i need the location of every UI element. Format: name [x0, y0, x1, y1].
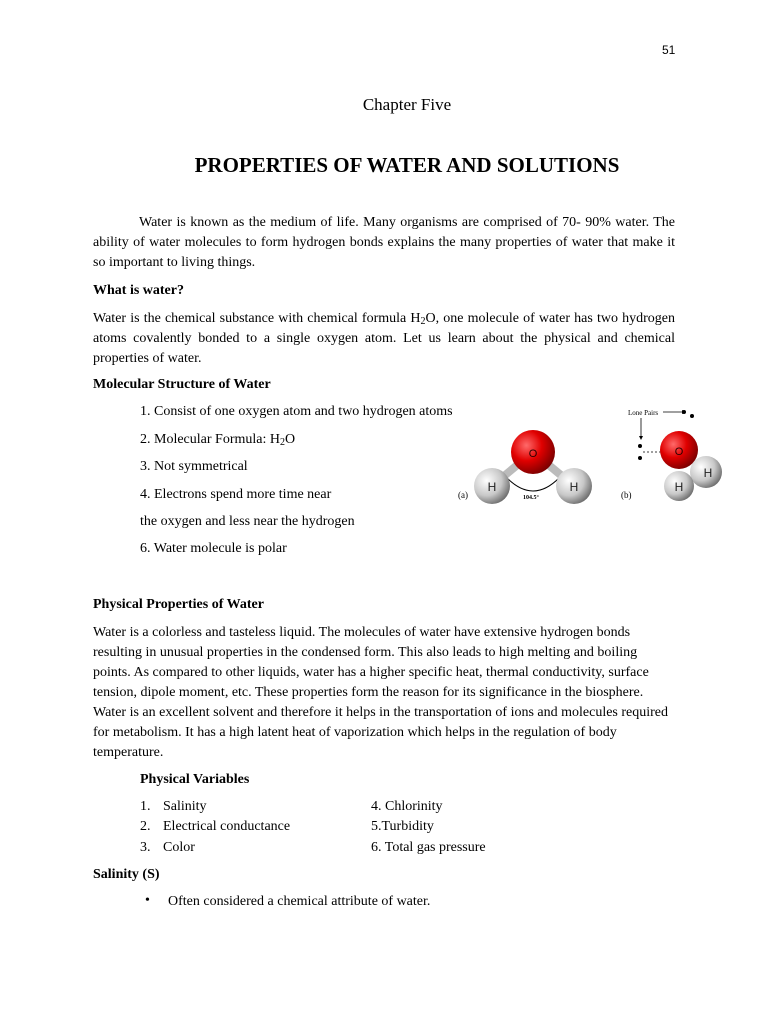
atom-label-h-b-front: H — [674, 480, 684, 494]
lone-pair-dot — [690, 414, 694, 418]
lone-pair-dot — [638, 456, 642, 460]
bullet-icon: • — [145, 893, 150, 908]
variable-num: 1. — [140, 799, 151, 814]
atom-label-o-b: O — [674, 446, 684, 458]
variable-electrical-conductance: Electrical conductance — [163, 819, 291, 834]
page-title: PROPERTIES OF WATER AND SOLUTIONS — [194, 153, 620, 177]
physical-properties-heading: Physical Properties of Water — [93, 597, 264, 612]
variable-total-gas-pressure: 6. Total gas pressure — [371, 840, 486, 855]
variable-turbidity: 5.Turbidity — [371, 819, 434, 834]
figure-label-a: (a) — [458, 490, 468, 500]
molecular-item-1: 1. Consist of one oxygen atom and two hydrogen atoms — [140, 404, 453, 419]
what-is-water-text-2: O, one molecule of water has two hydrogen atoms covalently bonded to a single oxygen atom. Let us learn about the physical and chemical properties of water. — [93, 311, 675, 366]
variable-num: 2. — [140, 819, 151, 834]
what-is-water-heading: What is water? — [93, 283, 184, 298]
variable-chlorinity: 4. Chlorinity — [371, 799, 443, 814]
intro-paragraph: Water is known as the medium of life. Many organisms are comprised of 70- 90% water. The ability of water molecules to form hydrogen bonds explains the many properties of water that make it so important to living things. — [93, 215, 675, 270]
lone-pairs-arrowhead-down — [639, 436, 643, 440]
water-molecule-figure — [455, 400, 733, 510]
molecular-item-2-text: 2. Molecular Formula: H — [140, 432, 280, 447]
lone-pairs-label: Lone Pairs — [628, 409, 659, 417]
physical-properties-paragraph: Water is a colorless and tasteless liquid. The molecules of water have extensive hydrogen bonds resulting in unusual properties in the condensed form. This also leads to high melting and boiling points. As compared to other liquids, water has a higher specific heat, thermal conductivity, surface tension, dipole moment, etc. These properties form the reason for its significance in the biosphere. Water is an excellent solvent and therefore it helps in the transportation of ions and molecules required for metabolism. It has a high latent heat of vaporization which helps in the regulation of body temperature. — [93, 625, 669, 760]
lone-pair-dot — [638, 444, 642, 448]
atom-label-h-a-right: H — [569, 480, 579, 494]
page-number: 51 — [662, 43, 676, 57]
atom-label-h-a-left: H — [487, 480, 497, 494]
atom-label-o-a: O — [528, 448, 538, 460]
molecular-item-6: 6. Water molecule is polar — [140, 541, 287, 556]
variable-num: 3. — [140, 840, 151, 855]
lone-pair-dot — [682, 410, 686, 414]
bond-angle-arc — [507, 478, 559, 491]
variable-salinity: Salinity — [163, 799, 207, 814]
molecular-item-3: 3. Not symmetrical — [140, 459, 248, 474]
bond-angle-label: 104.5° — [523, 495, 539, 501]
molecular-item-4: 4. Electrons spend more time near — [140, 487, 332, 502]
chapter-label: Chapter Five — [362, 95, 452, 114]
molecular-item-2-post: O — [284, 432, 296, 447]
salinity-bullet-text: Often considered a chemical attribute of water. — [168, 894, 431, 909]
physical-variables-heading: Physical Variables — [140, 772, 250, 787]
what-is-water-text-1: Water is the chemical substance with chemical formula H — [93, 311, 421, 326]
what-is-water-paragraph — [93, 309, 675, 369]
molecular-item-4-continued: the oxygen and less near the hydrogen — [140, 514, 355, 529]
figure-label-b: (b) — [621, 490, 632, 500]
variable-color: Color — [163, 840, 195, 855]
molecular-item-2 — [140, 432, 295, 448]
formula-subscript: 2 — [420, 316, 426, 327]
molecular-item-2-sub: 2 — [279, 437, 285, 448]
atom-label-h-b-right: H — [703, 466, 713, 480]
molecular-structure-heading: Molecular Structure of Water — [93, 377, 271, 392]
salinity-heading: Salinity (S) — [93, 867, 160, 882]
